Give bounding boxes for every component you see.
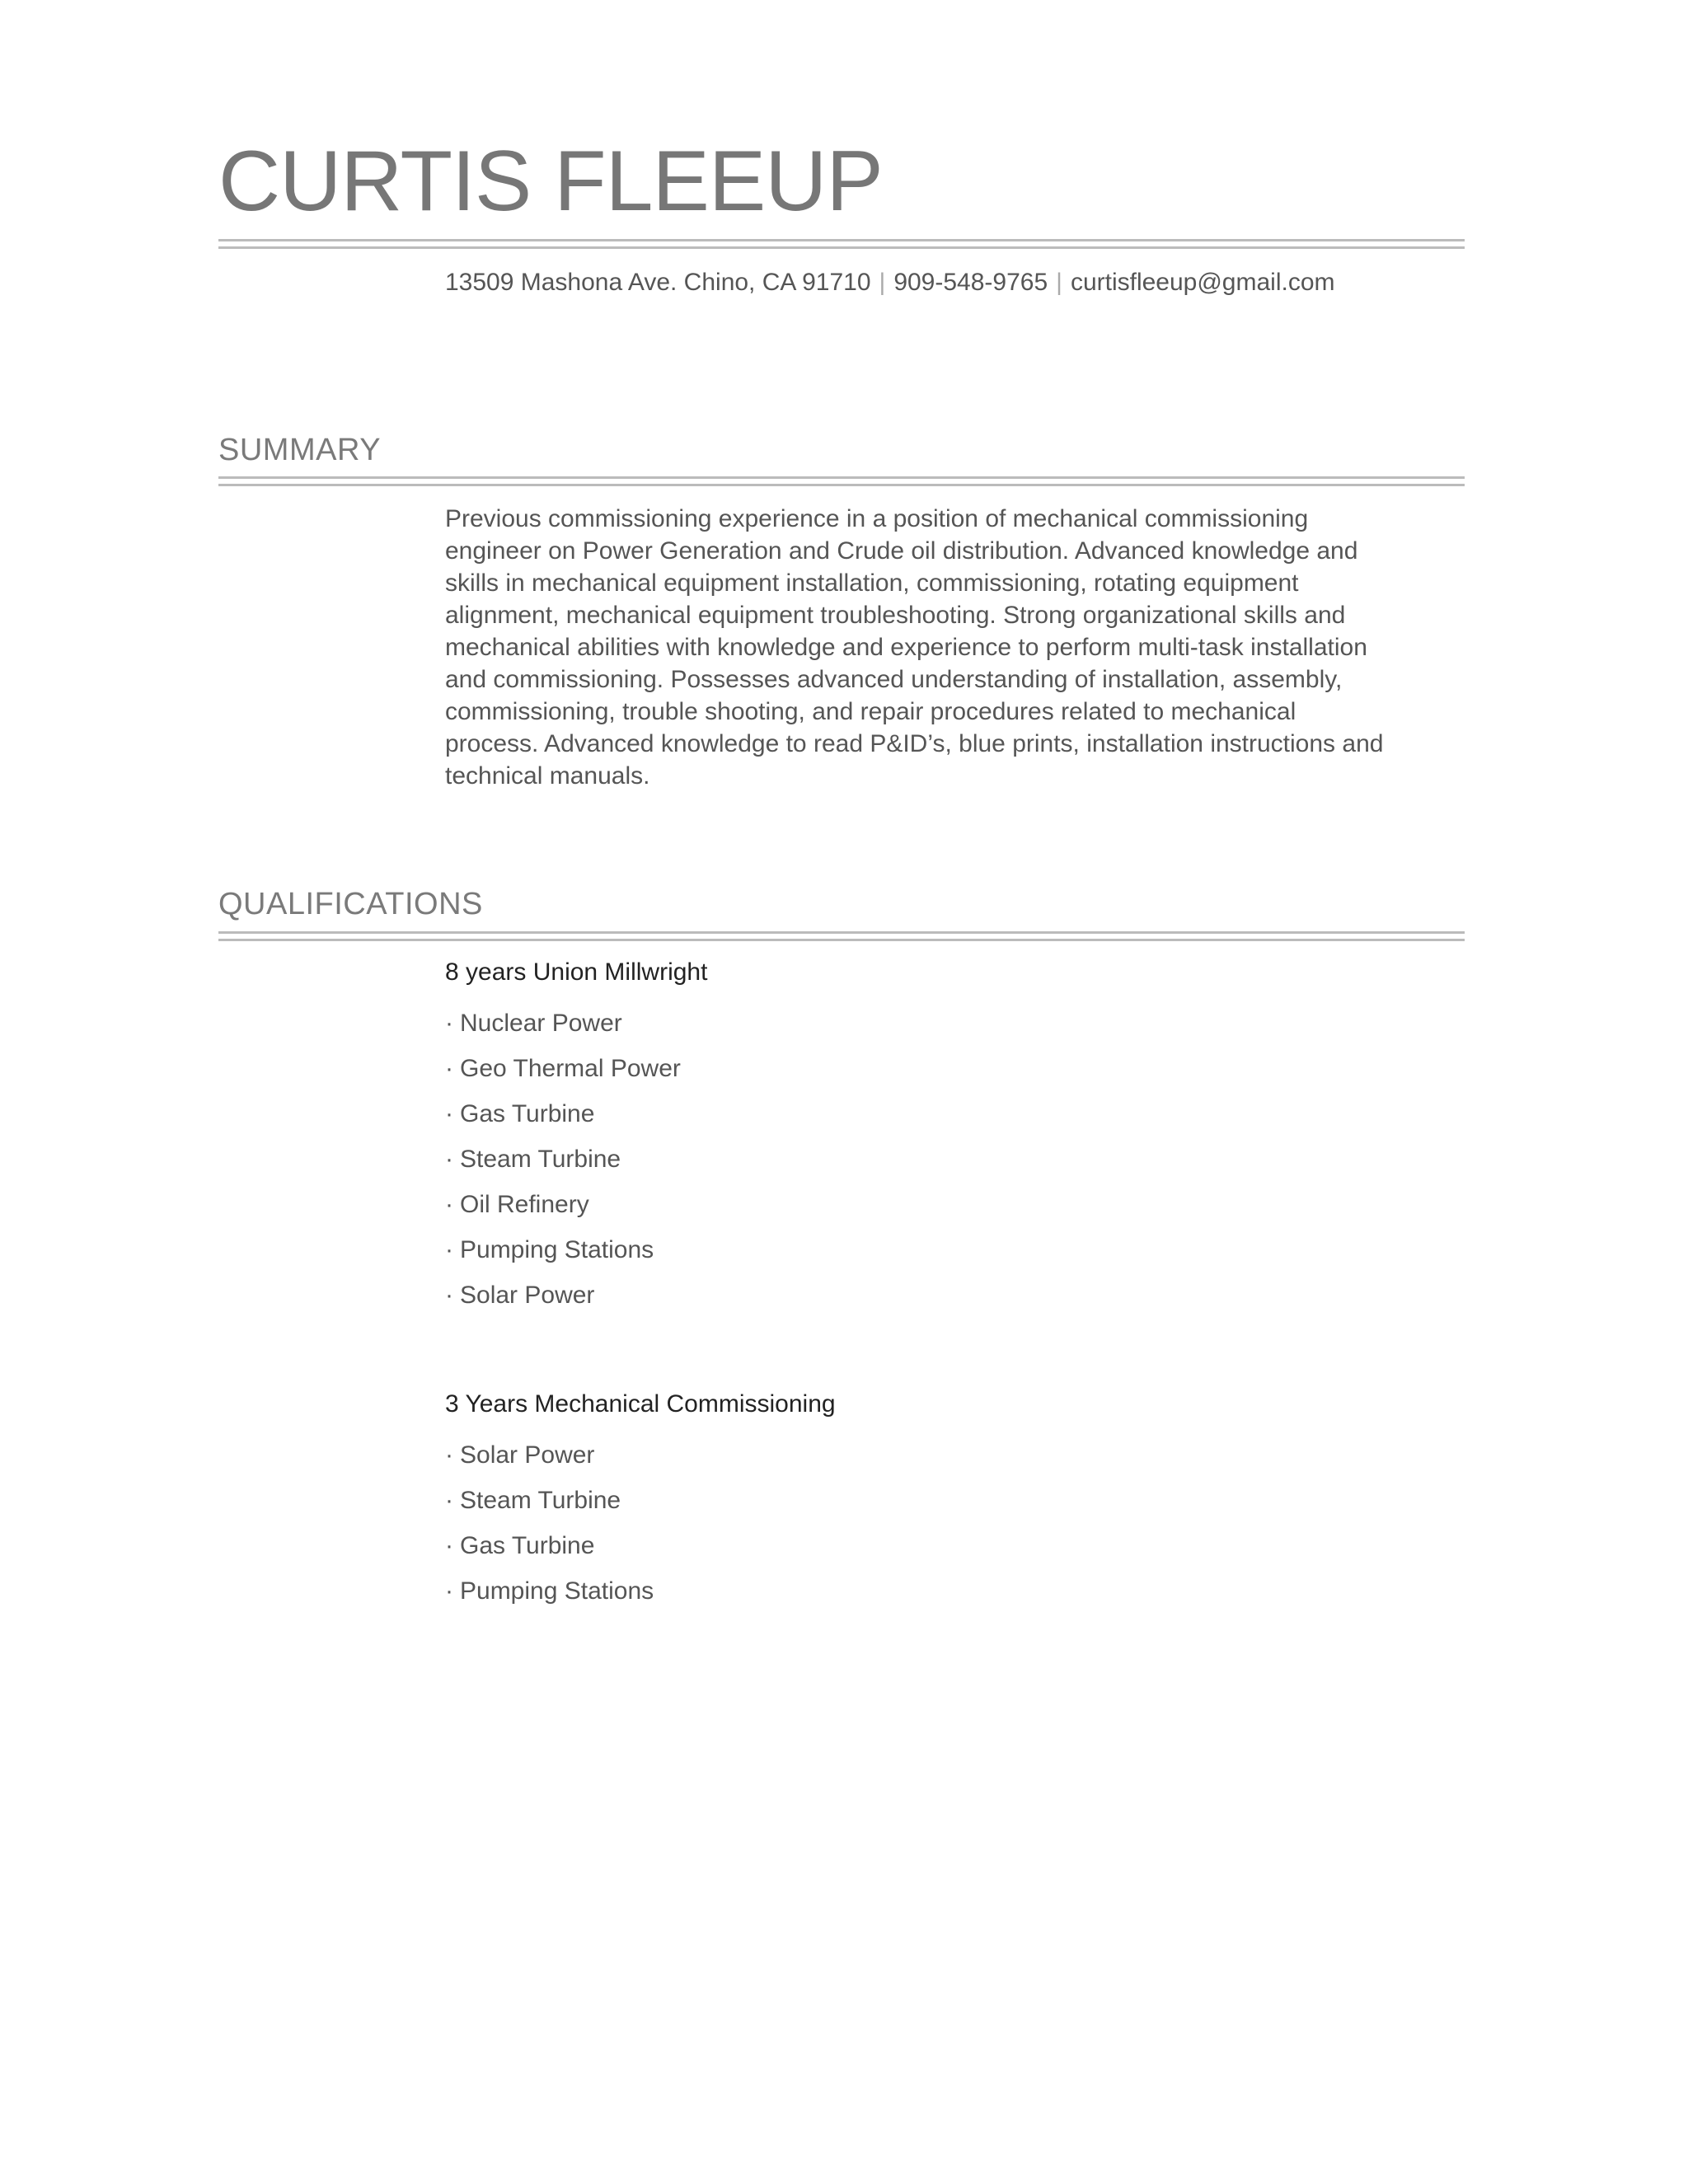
list-item-label: Solar Power [460, 1441, 595, 1469]
bullet: · [445, 1487, 453, 1514]
list-item-label: Solar Power [460, 1282, 595, 1309]
list-item-label: Gas Turbine [460, 1532, 595, 1559]
qualification-group [445, 1388, 836, 1614]
summary-divider [218, 476, 1465, 486]
qualification-list [445, 1432, 836, 1614]
list-item-label: Gas Turbine [460, 1100, 595, 1127]
list-item-label: Pumping Stations [460, 1236, 654, 1263]
address: 13509 Mashona Ave. Chino, CA 91710 [445, 269, 871, 296]
bullet: · [445, 1055, 453, 1082]
qualification-group [445, 956, 707, 1318]
bullet: · [445, 1577, 453, 1605]
list-item-label: Steam Turbine [460, 1487, 621, 1514]
bullet: · [445, 1441, 453, 1469]
candidate-name: CURTIS FLEEUP [218, 134, 883, 229]
list-item-label: Oil Refinery [460, 1191, 589, 1218]
summary-heading: SUMMARY [218, 433, 382, 467]
list-item [445, 1227, 707, 1272]
bullet: · [445, 1100, 453, 1127]
list-item-label: Steam Turbine [460, 1146, 621, 1173]
name-divider [218, 239, 1465, 249]
qualification-list [445, 1001, 707, 1318]
qualification-title: 8 years Union Millwright [445, 958, 708, 986]
qualification-title: 3 Years Mechanical Commissioning [445, 1390, 836, 1418]
bullet: · [445, 1532, 453, 1559]
list-item [445, 1272, 707, 1318]
bullet: · [445, 1010, 453, 1037]
contact-separator: | [1056, 269, 1062, 296]
list-item [445, 1523, 836, 1568]
list-item [445, 1568, 836, 1614]
bullet: · [445, 1191, 453, 1218]
list-item-label: Nuclear Power [460, 1010, 622, 1037]
summary-text: Previous commissioning experience in a position of mechanical commissioning engineer on Power Generation and Crude oil distribution. Advanced knowledge and skills in mechanical equipment installation, commissioning, rotating equipment alignment, mechanical equipment troubleshooting. Strong organizational skills and mechanical abilities with knowledge and experience to perform multi-task installation and commissioning. Possesses advanced understanding of installation, assembly, commissioning, trouble shooting, and repair procedures related to mechanical process. Advanced knowledge to read P&ID’s, blue prints, installation instructions and technical manuals. [445, 505, 1384, 790]
phone: 909-548-9765 [893, 269, 1048, 296]
bullet: · [445, 1146, 453, 1173]
qualifications-heading: QUALIFICATIONS [218, 887, 483, 921]
contact-separator: | [879, 269, 886, 296]
list-item [445, 1046, 707, 1091]
list-item-label: Geo Thermal Power [460, 1055, 681, 1082]
qualifications-divider [218, 931, 1465, 941]
list-item [445, 1432, 836, 1478]
list-item-label: Pumping Stations [460, 1577, 654, 1605]
bullet: · [445, 1236, 453, 1263]
email: curtisfleeup@gmail.com [1070, 269, 1335, 296]
list-item [445, 1478, 836, 1523]
bullet: · [445, 1282, 453, 1309]
contact-line [445, 269, 1335, 297]
list-item [445, 1091, 707, 1137]
list-item [445, 1182, 707, 1227]
list-item [445, 1137, 707, 1182]
list-item [445, 1001, 707, 1046]
